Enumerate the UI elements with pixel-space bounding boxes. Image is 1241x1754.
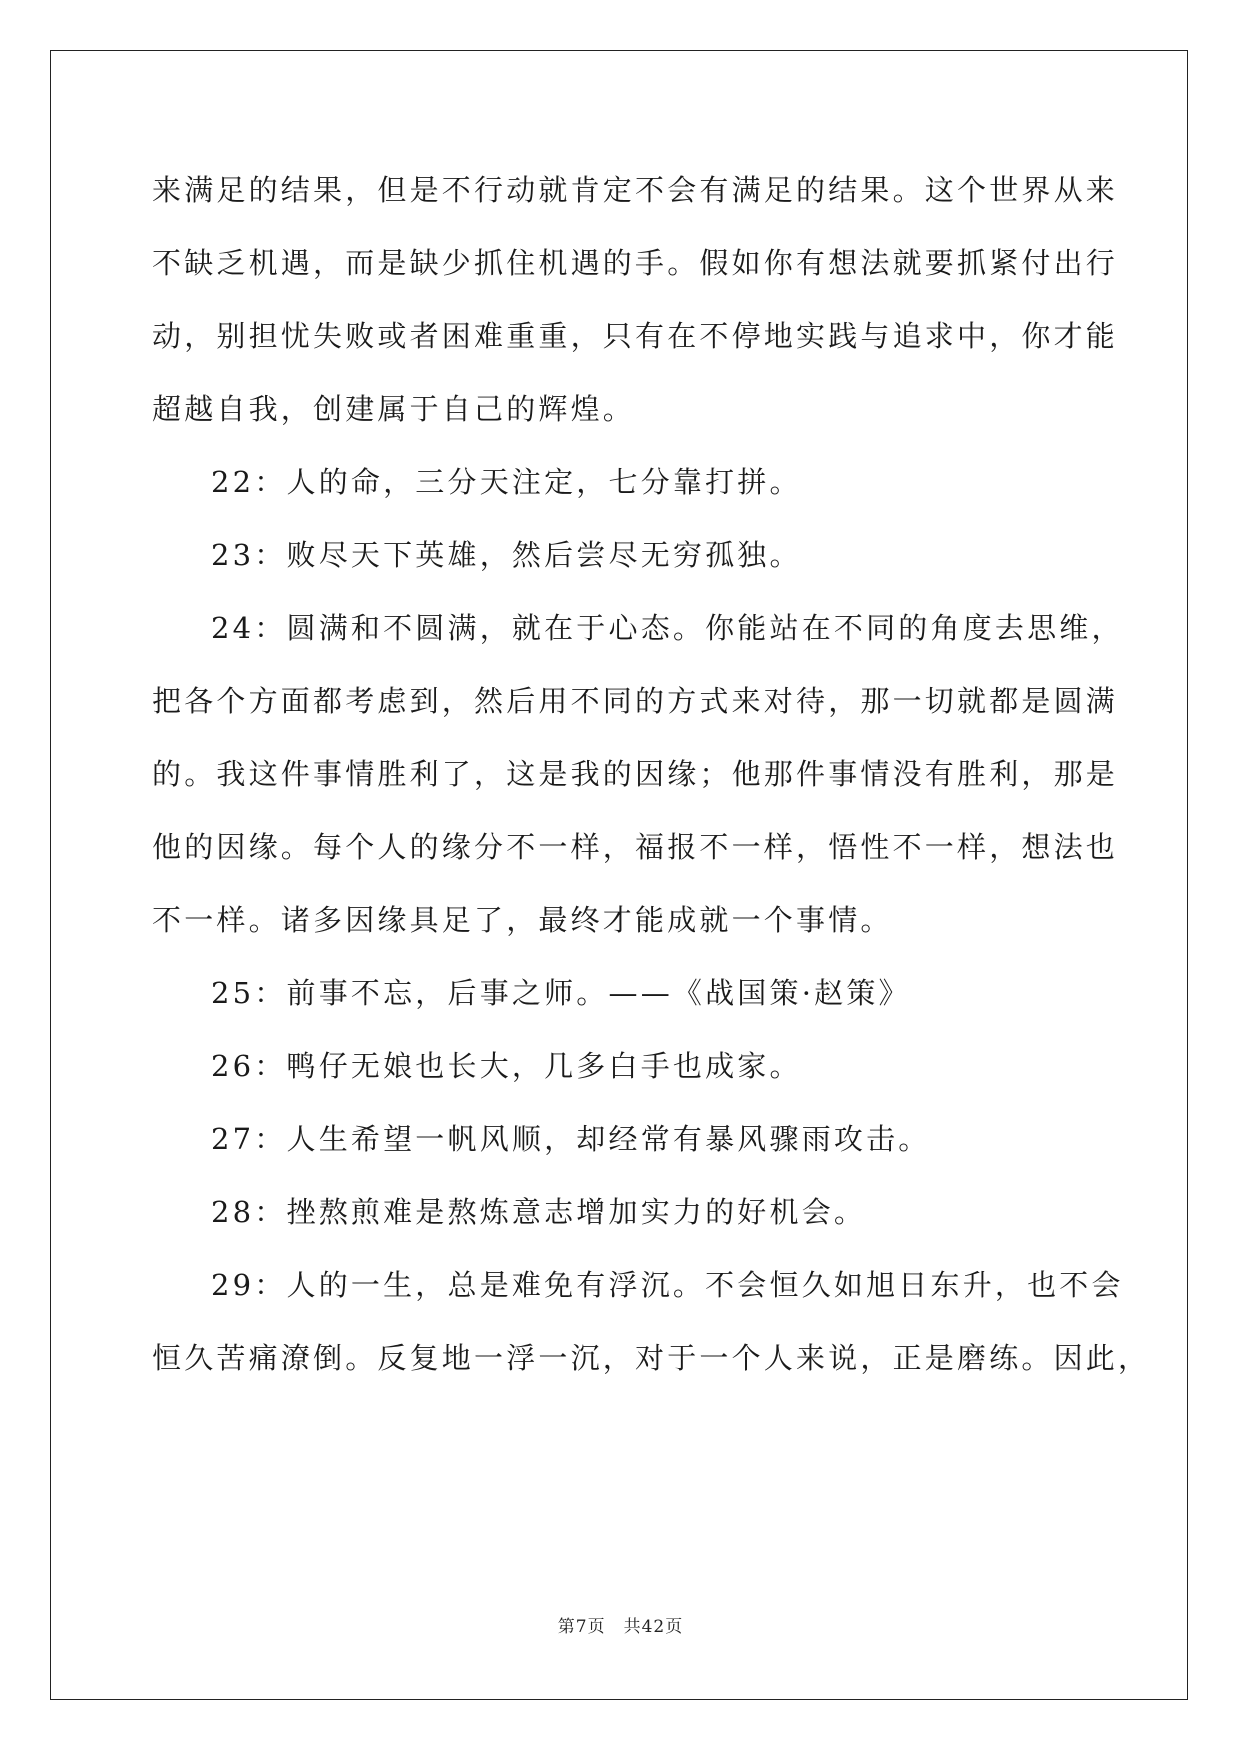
text-line-10: 他的因缘。每个人的缘分不一样，福报不一样，悟性不一样，想法也 — [152, 830, 1119, 864]
text-line-2: 不缺乏机遇，而是缺少抓住机遇的手。假如你有想法就要抓紧付出行 — [152, 246, 1119, 280]
page-border — [50, 50, 1188, 1700]
quote-29: 29：人的一生，总是难免有浮沉。不会恒久如旭日东升，也不会 — [211, 1268, 1124, 1302]
quote-23: 23：败尽天下英雄，然后尝尽无穷孤独。 — [211, 538, 802, 572]
text-line-17: 恒久苦痛潦倒。反复地一浮一沉，对于一个人来说，正是磨练。因此， — [152, 1341, 1151, 1375]
text-line-4: 超越自我，创建属于自己的辉煌。 — [152, 392, 636, 426]
quote-22: 22：人的命，三分天注定，七分靠打拼。 — [211, 465, 802, 499]
text-line-8: 把各个方面都考虑到，然后用不同的方式来对待，那一切就都是圆满 — [152, 684, 1119, 718]
quote-28: 28：挫熬煎难是熬炼意志增加实力的好机会。 — [211, 1195, 867, 1229]
text-line-11: 不一样。诸多因缘具足了，最终才能成就一个事情。 — [152, 903, 893, 937]
quote-24: 24：圆满和不圆满，就在于心态。你能站在不同的角度去思维， — [211, 611, 1124, 645]
page-number-footer: 第7页 共42页 — [557, 1617, 684, 1637]
text-line-9: 的。我这件事情胜利了，这是我的因缘；他那件事情没有胜利，那是 — [152, 757, 1119, 791]
quote-27: 27：人生希望一帆风顺，却经常有暴风骤雨攻击。 — [211, 1122, 931, 1156]
text-line-3: 动，别担忧失败或者困难重重，只有在不停地实践与追求中，你才能 — [152, 319, 1119, 353]
quote-25: 25：前事不忘，后事之师。——《战国策·赵策》 — [211, 976, 911, 1010]
quote-26: 26：鸭仔无娘也长大，几多白手也成家。 — [211, 1049, 802, 1083]
text-line-1: 来满足的结果，但是不行动就肯定不会有满足的结果。这个世界从来 — [152, 173, 1119, 207]
